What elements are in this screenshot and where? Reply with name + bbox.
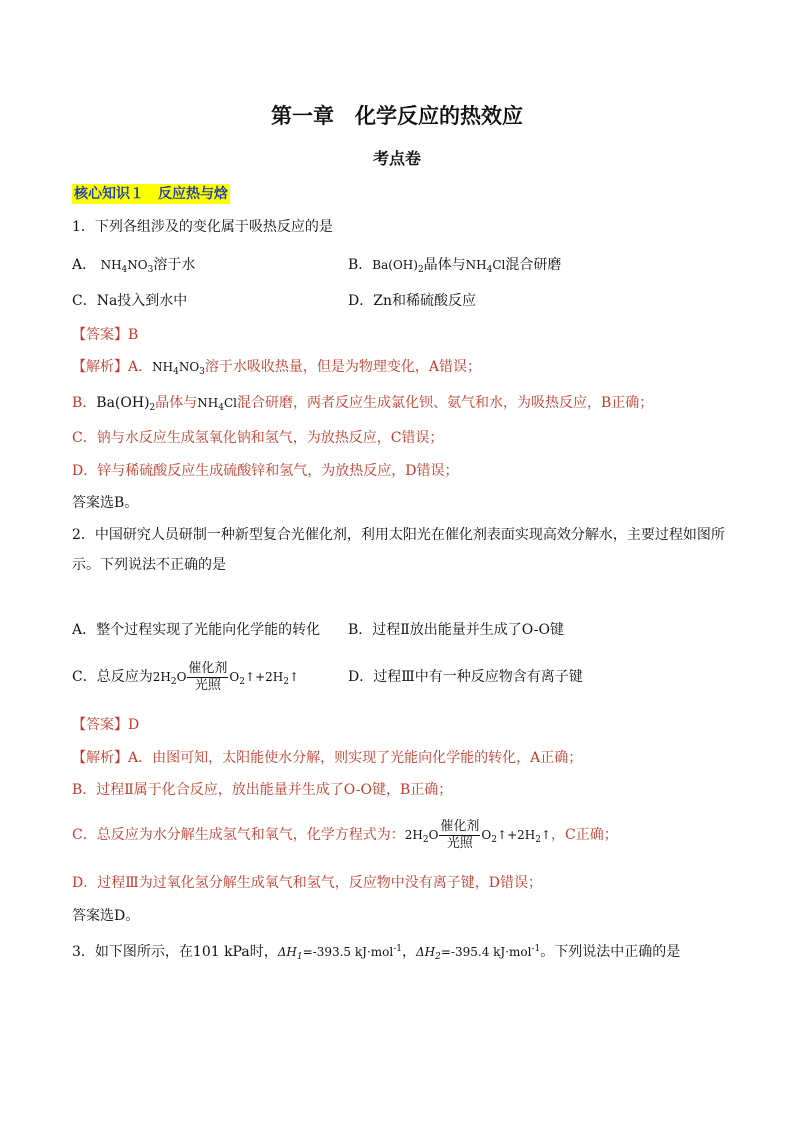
q2-analysis-b: B．过程Ⅱ属于化合反应，放出能量并生成了O-O键，B正确；	[72, 782, 453, 798]
q2-answer: 【答案】D	[72, 717, 140, 733]
q1-analysis-d: D．锌与稀硫酸反应生成硫酸锌和氢气，为放热反应，D错误；	[72, 463, 459, 479]
q2-option-a: A．整个过程实现了光能向化学能的转化	[72, 622, 321, 638]
q2-analysis-d: D．过程Ⅲ为过氧化氢分解生成氧气和氢气，反应物中没有离子键，D错误；	[72, 875, 542, 891]
q2-stem-line1: 2．中国研究人员研制一种新型复合光催化剂，利用太阳光在催化剂表面实现高效分解水，主要过程如图所	[72, 527, 725, 543]
page-title: 第一章 化学反应的热效应	[271, 104, 523, 128]
reaction-condition-2: $\frac{\text{催化剂}}{\text{光照}}$	[440, 818, 480, 851]
q2-analysis-a: 【解析】A．由图可知，太阳能使水分解，则实现了光能向化学能的转化，A正确；	[72, 750, 583, 766]
q3-stem: 3．如下图所示，在101 kPa时，$\Delta H_1=-393.5$ kJ·mol$^{-1}$，$\Delta H_2=-395.4$ kJ·mol$^{-1}$。下列说法中正确的是	[72, 944, 681, 962]
q2-conclusion: 答案选D。	[72, 908, 140, 924]
q1-stem: 1．下列各组涉及的变化属于吸热反应的是	[72, 219, 333, 235]
q2-option-c: C．总反应为$2H_2O$ $\frac{\text{催化剂}}{\text{光照}}$ $O_2↑+2H_2↑$	[72, 660, 300, 693]
q1-analysis-b: B．$Ba(OH)_2$晶体与$NH_4Cl$混合研磨，两者反应生成氯化钡、氨气和水，为吸热反应，B正确；	[72, 395, 654, 413]
q2-option-b: B．过程Ⅱ放出能量并生成了O-O键	[348, 622, 565, 638]
q1-option-c: C．Na投入到水中	[72, 293, 188, 309]
section-heading: 核心知识１ 反应热与焓	[74, 186, 228, 202]
q1-answer: 【答案】B	[72, 327, 139, 343]
q1-analysis-c: C．钠与水反应生成氢氧化钠和氢气，为放热反应，C错误；	[72, 430, 444, 446]
q2-option-d: D．过程Ⅲ中有一种反应物含有离子键	[348, 669, 583, 685]
q1-option-d: D．Zn和稀硫酸反应	[348, 293, 476, 309]
page-subtitle: 考点卷	[372, 149, 421, 168]
q1-analysis-a: 【解析】A．$NH_4NO_3$溶于水吸收热量，但是为物理变化，A错误；	[72, 359, 482, 377]
q1-option-b: B．$Ba(OH)_2$晶体与$NH_4Cl$混合研磨	[348, 257, 562, 275]
q2-analysis-c: C．总反应为水分解生成氢气和氧气，化学方程式为：$2H_2O$ $\frac{\text{催化剂}}{\text{光照}}$ $O_2↑+2H_2↑$，C正确；	[72, 818, 618, 851]
reaction-condition: $\frac{\text{催化剂}}{\text{光照}}$	[188, 660, 228, 693]
q1-option-a: A． $NH_4NO_3$溶于水	[72, 257, 196, 275]
q1-conclusion: 答案选B。	[72, 495, 139, 511]
q2-stem-line2: 示。下列说法不正确的是	[72, 557, 226, 573]
